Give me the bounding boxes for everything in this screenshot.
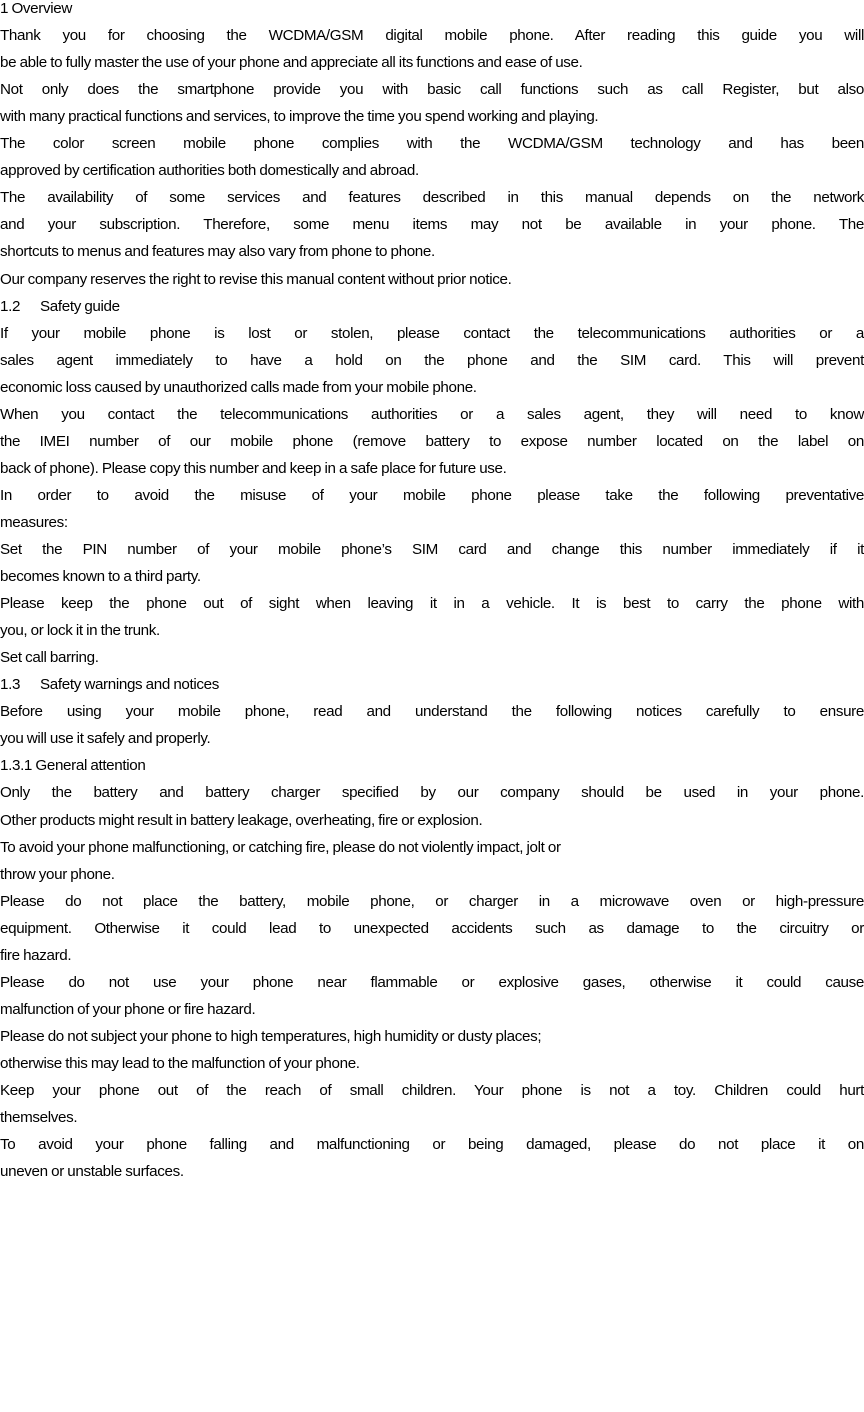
text-line: When you contact the telecommunications authorities or a sales agent, they will need to know	[0, 405, 864, 423]
text-line: otherwise this may lead to the malfunction of your phone.	[0, 1054, 360, 1072]
text-line: economic loss caused by unauthorized calls made from your mobile phone.	[0, 378, 477, 396]
text-line: In order to avoid the misuse of your mobile phone please take the following preventative	[0, 486, 864, 504]
text-line: Only the battery and battery charger specified by our company should be used in your phone.	[0, 784, 864, 802]
section-title: Safety guide	[40, 297, 120, 315]
text-line: Other products might result in battery leakage, overheating, fire or explosion.	[0, 811, 483, 829]
text-line: Before using your mobile phone, read and understand the following notices carefully to ensure	[0, 703, 864, 721]
text-line: Keep your phone out of the reach of small children. Your phone is not a toy. Children could hurt	[0, 1082, 864, 1099]
text-line: becomes known to a third party.	[0, 568, 201, 586]
text-line: back of phone). Please copy this number and keep in a safe place for future use.	[0, 459, 507, 477]
text-line: To avoid your phone falling and malfunctioning or being damaged, please do not place it on	[0, 1136, 864, 1154]
text-line: uneven or unstable surfaces.	[0, 1163, 184, 1181]
text-line: fire hazard.	[0, 946, 72, 964]
text-line: 1 Overview	[0, 0, 72, 17]
section-title: Safety warnings and notices	[40, 676, 220, 694]
text-line: the IMEI number of our mobile phone (remove battery to expose number located on the label on	[0, 432, 864, 450]
text-line: Please do not place the battery, mobile phone, or charger in a microwave oven or high-pressure	[0, 892, 864, 910]
text-line: 1.3.1 General attention	[0, 757, 146, 775]
text-line: Not only does the smartphone provide you with basic call functions such as call Register, but also	[0, 81, 864, 99]
text-line: Please do not use your phone near flammable or explosive gases, otherwise it could cause	[0, 973, 864, 991]
text-line: The availability of some services and features described in this manual depends on the network	[0, 189, 864, 207]
text-line: you, or lock it in the trunk.	[0, 622, 160, 640]
text-line: Set call barring.	[0, 649, 99, 667]
text-line: measures:	[0, 513, 68, 531]
text-line: Please keep the phone out of sight when leaving it in a vehicle. It is best to carry the phone with	[0, 595, 864, 613]
text-line: If your mobile phone is lost or stolen, please contact the telecommunications authorities or a	[0, 324, 864, 342]
text-line: you will use it safely and properly.	[0, 730, 211, 748]
text-line: throw your phone.	[0, 865, 115, 883]
text-line: be able to fully master the use of your phone and appreciate all its functions and ease of use.	[0, 54, 583, 72]
text-line: themselves.	[0, 1109, 78, 1127]
text-line: and your subscription. Therefore, some menu items may not be available in your phone. The	[0, 216, 864, 234]
text-line: equipment. Otherwise it could lead to unexpected accidents such as damage to the circuitry or	[0, 919, 864, 937]
text-line: The color screen mobile phone complies with the WCDMA/GSM technology and has been	[0, 135, 864, 153]
section-heading	[0, 293, 864, 320]
text-line: To avoid your phone malfunctioning, or catching fire, please do not violently impact, jolt or	[0, 838, 561, 856]
text-line: sales agent immediately to have a hold on the phone and the SIM card. This will prevent	[0, 351, 864, 369]
text-line: shortcuts to menus and features may also vary from phone to phone.	[0, 243, 435, 261]
text-line: with many practical functions and services, to improve the time you spend working and playing.	[0, 108, 599, 126]
section-heading	[0, 671, 864, 698]
text-line: Our company reserves the right to revise this manual content without prior notice.	[0, 270, 512, 288]
text-line: Thank you for choosing the WCDMA/GSM digital mobile phone. After reading this guide you will	[0, 27, 864, 45]
text-line: Set the PIN number of your mobile phone’s SIM card and change this number immediately if it	[0, 541, 864, 558]
text-line: malfunction of your phone or fire hazard.	[0, 1000, 256, 1018]
section-number: 1.2	[0, 297, 21, 315]
section-number: 1.3	[0, 676, 21, 694]
text-line: approved by certification authorities both domestically and abroad.	[0, 162, 419, 180]
text-line: Please do not subject your phone to high temperatures, high humidity or dusty places;	[0, 1027, 542, 1045]
